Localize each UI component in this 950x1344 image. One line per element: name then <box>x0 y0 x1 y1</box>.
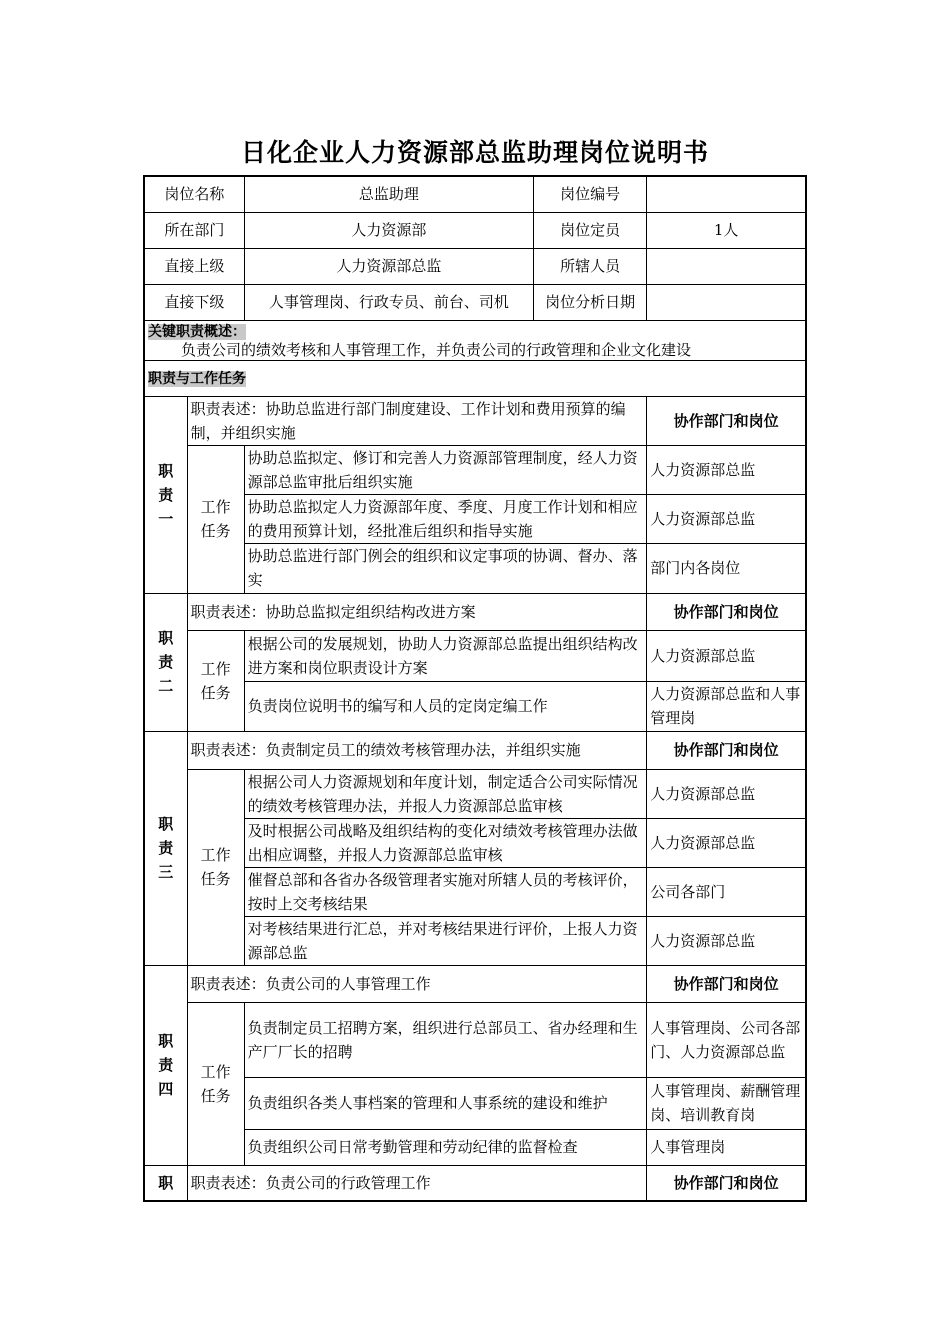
document-title: 日化企业人力资源部总监助理岗位说明书 <box>240 138 709 167</box>
task-text: 负责岗位说明书的编写和人员的定岗定编工作 <box>244 681 647 731</box>
department-label: 所在部门 <box>144 212 244 248</box>
subordinate-label: 直接下级 <box>144 284 244 320</box>
info-row-3 <box>144 248 806 284</box>
task-row <box>144 769 806 818</box>
department-value: 人力资源部 <box>244 212 533 248</box>
position-code-value <box>647 176 806 212</box>
duty-2-collab-header: 协作部门和岗位 <box>647 593 806 630</box>
info-row-1 <box>144 176 806 212</box>
headcount-label: 岗位定员 <box>534 212 647 248</box>
position-name-label: 岗位名称 <box>144 176 244 212</box>
duty-1-label-text: 职责一 <box>158 461 174 528</box>
duty-3-task-label <box>187 769 244 965</box>
analysis-date-label: 岗位分析日期 <box>534 284 647 320</box>
duty-3-label <box>144 731 187 965</box>
task-row <box>144 543 806 593</box>
task-collab: 人力资源部总监 <box>647 916 806 965</box>
duty-2-description-row <box>144 593 806 630</box>
analysis-date-value <box>647 284 806 320</box>
task-text: 负责组织各类人事档案的管理和人事系统的建设和维护 <box>244 1077 647 1129</box>
task-text: 及时根据公司战略及组织结构的变化对绩效考核管理办法做出相应调整，并报人力资源部总监审核 <box>244 818 647 867</box>
task-collab: 人力资源部总监 <box>647 445 806 494</box>
duty-2-description: 职责表述：协助总监拟定组织结构改进方案 <box>187 593 647 630</box>
headcount-value: 1人 <box>647 212 806 248</box>
task-row <box>144 867 806 916</box>
task-text: 对考核结果进行汇总，并对考核结果进行评价，上报人力资源部总监 <box>244 916 647 965</box>
task-collab: 部门内各岗位 <box>647 543 806 593</box>
task-collab: 人力资源部总监 <box>647 769 806 818</box>
task-label-text: 工作任务 <box>200 846 231 888</box>
duty-4-label <box>144 965 187 1165</box>
task-collab: 人力资源部总监 <box>647 630 806 681</box>
duty-2-task-label <box>187 630 244 731</box>
task-text: 负责组织公司日常考勤管理和劳动纪律的监督检查 <box>244 1129 647 1165</box>
task-text: 负责制定员工招聘方案，组织进行总部员工、省办经理和生产厂厂长的招聘 <box>244 1002 647 1077</box>
task-row <box>144 445 806 494</box>
task-row <box>144 494 806 543</box>
duty-3-description: 职责表述：负责制定员工的绩效考核管理办法，并组织实施 <box>187 731 647 769</box>
task-text: 催督总部和各省办各级管理者实施对所辖人员的考核评价，按时上交考核结果 <box>244 867 647 916</box>
task-row <box>144 1129 806 1165</box>
duties-heading-cell <box>144 360 806 396</box>
duty-2-label <box>144 593 187 731</box>
info-row-2 <box>144 212 806 248</box>
task-collab: 公司各部门 <box>647 867 806 916</box>
duty-1-description: 职责表述：协助总监进行部门制度建设、工作计划和费用预算的编制，并组织实施 <box>187 396 647 445</box>
task-row <box>144 1077 806 1129</box>
duty-3-description-row <box>144 731 806 769</box>
summary-text: 负责公司的绩效考核和人事管理工作，并负责公司的行政管理和企业文化建设 <box>181 340 692 359</box>
duty-3-collab-header: 协作部门和岗位 <box>647 731 806 769</box>
job-description-grid <box>143 175 807 1202</box>
summary-heading: 关键职责概述： <box>148 323 246 340</box>
info-row-4 <box>144 284 806 320</box>
superior-label: 直接上级 <box>144 248 244 284</box>
task-collab: 人事管理岗、公司各部门、人力资源部总监 <box>647 1002 806 1077</box>
duty-1-label <box>144 396 187 593</box>
task-collab: 人力资源部总监 <box>647 818 806 867</box>
task-text: 协助总监拟定、修订和完善人力资源部管理制度，经人力资源部总监审批后组织实施 <box>244 445 647 494</box>
duty-1-collab-header: 协作部门和岗位 <box>647 396 806 445</box>
duty-1-task-label <box>187 445 244 593</box>
task-row <box>144 630 806 681</box>
task-label-text: 工作任务 <box>200 659 231 702</box>
duty-4-task-label <box>187 1002 244 1165</box>
duty-3-label-text: 职责三 <box>158 815 174 881</box>
task-row <box>144 681 806 731</box>
task-row <box>144 1002 806 1077</box>
task-row <box>144 818 806 867</box>
task-text: 协助总监拟定人力资源部年度、季度、月度工作计划和相应的费用预算计划，经批准后组织和指导实施 <box>244 494 647 543</box>
superior-value: 人力资源部总监 <box>244 248 533 284</box>
task-text: 根据公司人力资源规划和年度计划，制定适合公司实际情况的绩效考核管理办法，并报人力资源部总监审核 <box>244 769 647 818</box>
summary-row <box>144 320 806 360</box>
duty-5-description-row <box>144 1165 806 1201</box>
duties-heading: 职责与工作任务 <box>148 370 246 387</box>
subordinates-count-value <box>647 248 806 284</box>
task-collab: 人力资源部总监和人事管理岗 <box>647 681 806 731</box>
subordinate-value: 人事管理岗、行政专员、前台、司机 <box>244 284 533 320</box>
task-collab: 人力资源部总监 <box>647 494 806 543</box>
duty-4-label-text: 职责四 <box>158 1032 174 1098</box>
task-collab: 人事管理岗 <box>647 1129 806 1165</box>
duty-5-label: 职 <box>144 1165 187 1201</box>
task-collab: 人事管理岗、薪酬管理岗、培训教育岗 <box>647 1077 806 1129</box>
position-code-label: 岗位编号 <box>534 176 647 212</box>
duty-5-description: 职责表述：负责公司的行政管理工作 <box>187 1165 647 1201</box>
task-row <box>144 916 806 965</box>
task-text: 根据公司的发展规划，协助人力资源部总监提出组织结构改进方案和岗位职责设计方案 <box>244 630 647 681</box>
duty-5-collab-header: 协作部门和岗位 <box>647 1165 806 1201</box>
task-label-text: 工作任务 <box>200 498 231 540</box>
duty-4-description-row <box>144 965 806 1002</box>
summary-cell <box>144 320 806 360</box>
position-name-value: 总监助理 <box>244 176 533 212</box>
duties-heading-row <box>144 360 806 396</box>
task-label-text: 工作任务 <box>200 1062 231 1105</box>
duty-2-label-text: 职责二 <box>158 629 174 695</box>
duty-4-collab-header: 协作部门和岗位 <box>647 965 806 1002</box>
duty-4-description: 职责表述：负责公司的人事管理工作 <box>187 965 647 1002</box>
subordinates-count-label: 所辖人员 <box>534 248 647 284</box>
task-text: 协助总监进行部门例会的组织和议定事项的协调、督办、落实 <box>244 543 647 593</box>
duty-1-description-row <box>144 396 806 445</box>
